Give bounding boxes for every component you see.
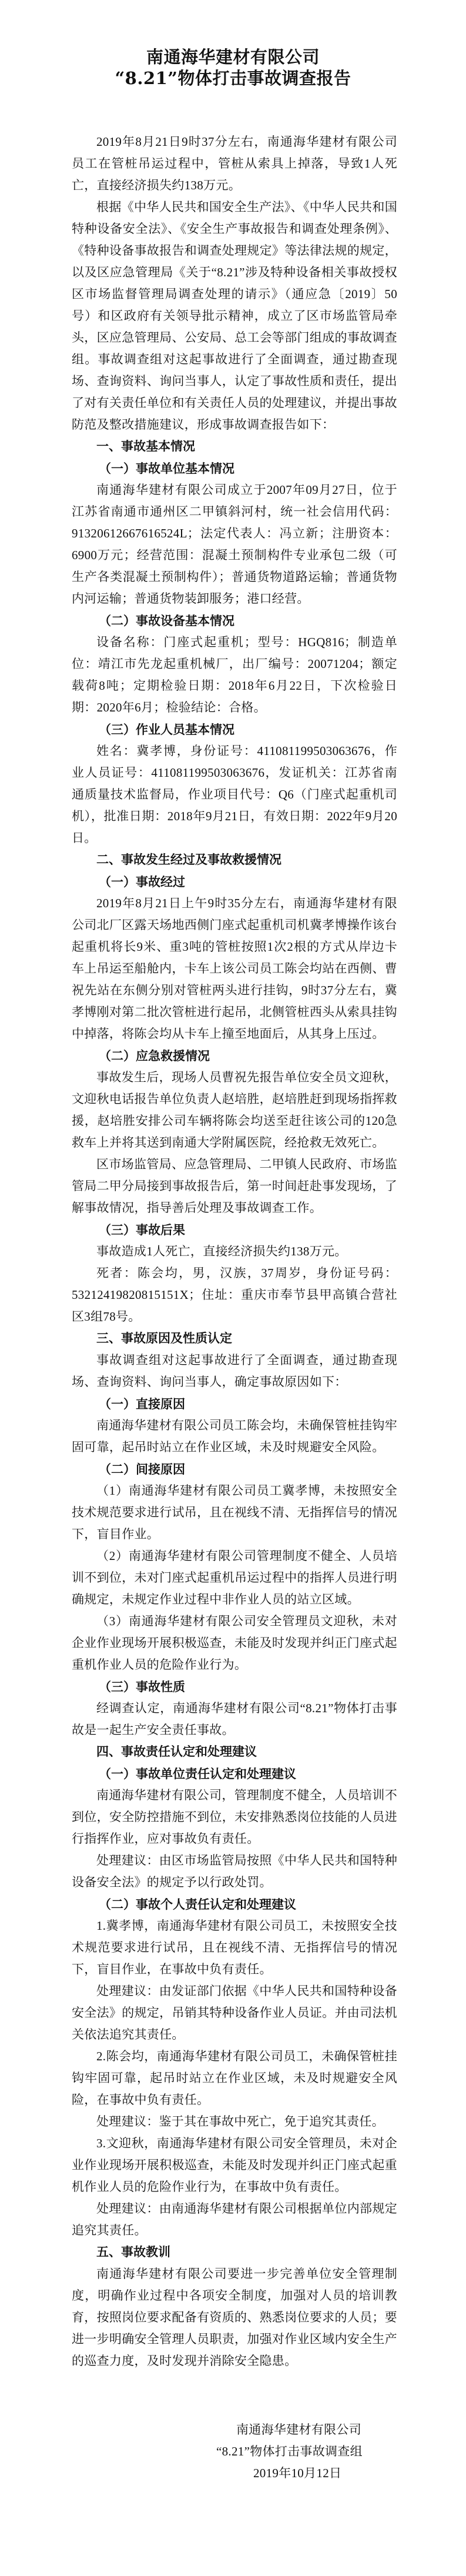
- subsection-heading: （二）事故个人责任认定和处理建议: [99, 1897, 296, 1912]
- paragraph: （1）南通海华建材有限公司员工冀孝博，未按照安全技术规范要求进行试吊，且在视线不清、无指挥信号的情况下，盲目作业。: [72, 1484, 397, 1541]
- paragraph: 事故造成1人死亡，直接经济损失约138万元。: [96, 1244, 347, 1258]
- signature-block: [0, 2419, 466, 2490]
- signature-investigation-group: “8.21”物体打击事故调查组: [216, 2444, 363, 2458]
- paragraph: 2019年8月21日9时37分左右，南通海华建材有限公司员工在管桩吊运过程中，管桩从索具上掉落，导致1人死亡，直接经济损失约138万元。: [72, 135, 397, 192]
- subsection-heading: （二）事故设备基本情况: [99, 613, 234, 628]
- section-heading: 一、事故基本情况: [96, 439, 195, 453]
- paragraph: （3）南通海华建材有限公司安全管理员文迎秋，未对企业作业现场开展积极巡查，未能及时发现并纠正门座式起重机作业人员的危险作业行为。: [72, 1614, 397, 1672]
- subsection-heading: （二）间接原因: [99, 1462, 185, 1476]
- paragraph: 2019年8月21日上午9时35分左右，南通海华建材有限公司北厂区露天场地西侧门座式起重机司机冀孝博操作该台起重机将长9米、重3吨的管桩按照1次2根的方式从岸边卡车上吊运至船舱内，卡车上该公司员工陈会均站在西侧、曹祝先站在东侧分别对管桩两头进行挂钩，9时37分左右，冀孝博刚对第二批次管桩进行起吊，北侧管桩西头从索具挂钩中掉落，将陈会均从卡车上撞至地面后，从其身上压过。: [72, 896, 397, 1041]
- subsection-heading: （一）事故单位责任认定和处理建议: [99, 1766, 296, 1781]
- paragraph: 南通海华建材有限公司员工陈会均，未确保管桩挂钩牢固可靠，起吊时站立在作业区域，未及时规避安全风险。: [72, 1418, 397, 1454]
- subsection-heading: （三）事故性质: [99, 1679, 185, 1694]
- subsection-heading: （一）事故经过: [99, 874, 185, 889]
- paragraph: 处理建议：鉴于其在事故中死亡，免于追究其责任。: [96, 2114, 384, 2129]
- paragraph: 1.冀孝博，南通海华建材有限公司员工，未按照安全技术规范要求进行试吊，且在视线不清、无指挥信号的情况下，盲目作业，在事故中负有责任。: [72, 1919, 397, 1976]
- subsection-heading: （三）作业人员基本情况: [99, 722, 234, 737]
- section-heading: 三、事故原因及性质认定: [96, 1331, 232, 1345]
- subsection-heading: （三）事故后果: [99, 1222, 185, 1237]
- paragraph: 区市场监管局、应急管理局、二甲镇人民政府、市场监管局二甲分局接到事故报告后，第一时间赶赴事发现场，了解事故情况，指导善后处理及事故调查工作。: [72, 1157, 397, 1215]
- section-heading: 五、事故教训: [96, 2245, 170, 2259]
- signature-date: 2019年10月12日: [253, 2466, 342, 2480]
- report-body: [72, 131, 397, 2372]
- paragraph: 3.文迎秋，南通海华建材有限公司安全管理员，未对企业作业现场开展积极巡查，未能及时发现并纠正门座式起重机作业人员的危险作业行为，在事故中负有责任。: [72, 2136, 397, 2194]
- paragraph: 设备名称：门座式起重机；型号：HGQ816；制造单位：靖江市先龙起重机械厂，出厂编号：20071204；额定载荷8吨；定期检验日期：2018年6月22日，下次检验日期：2020年6月；检验结论：合格。: [72, 635, 397, 714]
- paragraph: 2.陈会均，南通海华建材有限公司员工，未确保管桩挂钩牢固可靠，起吊时站立在作业区域，未及时规避安全风险，在事故中负有责任。: [72, 2049, 397, 2107]
- paragraph: 事故调查组对这起事故进行了全面调查，通过勘查现场、查询资料、询问当事人，确定事故原因如下：: [72, 1353, 397, 1389]
- section-heading: 四、事故责任认定和处理建议: [96, 1745, 257, 1759]
- subsection-heading: （一）事故单位基本情况: [99, 461, 234, 476]
- paragraph: 南通海华建材有限公司成立于2007年09月27日，位于江苏省南通市通州区二甲镇斜河村，统一社会信用代码：91320612667616524L；法定代表人：冯立新；注册资本：6900万元；经营范围：混凝土预制构件专业承包二级（可生产各类混凝土预制构件）；普通货物道路运输；普通货物内河运输；普通货物装卸服务；港口经营。: [72, 483, 397, 606]
- paragraph: 南通海华建材有限公司要进一步完善单位安全管理制度，明确作业过程中各项安全制度，加强对人员的培训教育，按照岗位要求配备有资质的、熟悉岗位要求的人员；要进一步明确安全管理人员职责，加强对作业区域内安全生产的巡查力度，及时发现并消除安全隐患。: [72, 2267, 397, 2368]
- paragraph: 死者：陈会均，男，汉族，37周岁，身份证号码：53212419820815151X；住址：重庆市奉节县甲高镇合营社区3组78号。: [72, 1266, 397, 1324]
- paragraph: 姓名：冀孝博，身份证号：411081199503063676，作业人员证号：411081199503063676，发证机关：江苏省南通质量技术监督局，作业项目代号：Q6（门座式起重机司机），批准日期：2018年9月21日，有效日期：2022年9月20日。: [72, 744, 397, 845]
- subsection-heading: （二）应急救援情况: [99, 1048, 210, 1063]
- paragraph: 处理建议：由南通海华建材有限公司根据单位内部规定追究其责任。: [72, 2201, 397, 2237]
- report-title-line-1: 南通海华建材有限公司: [146, 47, 320, 67]
- paragraph: 处理建议：由发证部门依据《中华人民共和国特种设备安全法》的规定，吊销其特种设备作业人员证。并由司法机关依法追究其责任。: [72, 1984, 397, 2042]
- signature-organization: 南通海华建材有限公司: [236, 2423, 361, 2437]
- paragraph: 根据《中华人民共和国安全生产法》、《中华人民共和国特种设备安全法》、《安全生产事故报告和调查处理条例》、《特种设备事故报告和调查处理规定》等法律法规的规定，以及区应急管理局《关于“8.21”涉及特种设备相关事故授权区市场监督管理局调查处理的请示》（通应急〔2019〕50号）和区政府有关领导批示精神，成立了区市场监管局牵头，区应急管理局、公安局、总工会等部门组成的事故调查组。事故调查组对这起事故进行了全面调查，通过勘查现场、查询资料、询问当事人，认定了事故性质和责任，提出了对有关责任单位和有关责任人员的处理建议，并提出事故防范及整改措施建议，形成事故调查报告如下：: [72, 200, 397, 432]
- paragraph: 南通海华建材有限公司，管理制度不健全，人员培训不到位，安全防控措施不到位，未安排熟悉岗位技能的人员进行指挥作业，应对事故负有责任。: [72, 1788, 397, 1846]
- subsection-heading: （一）直接原因: [99, 1396, 185, 1411]
- section-heading: 二、事故发生经过及事故救援情况: [96, 853, 281, 867]
- paragraph: 事故发生后，现场人员曹祝先报告单位安全员文迎秋，文迎秋电话报告单位负责人赵培胜，赵培胜赶到现场指挥救援，赵培胜安排公司车辆将陈会均送至赶往该公司的120急救车上并将其送到南通大学附属医院，经抢救无效死亡。: [72, 1070, 397, 1150]
- paragraph: 经调查认定，南通海华建材有限公司“8.21”物体打击事故是一起生产安全责任事故。: [72, 1701, 397, 1737]
- paragraph: （2）南通海华建材有限公司管理制度不健全、人员培训不到位，未对门座式起重机吊运过程中的指挥人员进行明确规定，未规定作业过程中非作业人员的站立区域。: [72, 1549, 397, 1606]
- paragraph: 处理建议：由区市场监管局按照《中华人民共和国特种设备安全法》的规定予以行政处罚。: [72, 1853, 397, 1889]
- report-title-line-2: “8.21”物体打击事故调查报告: [115, 68, 351, 88]
